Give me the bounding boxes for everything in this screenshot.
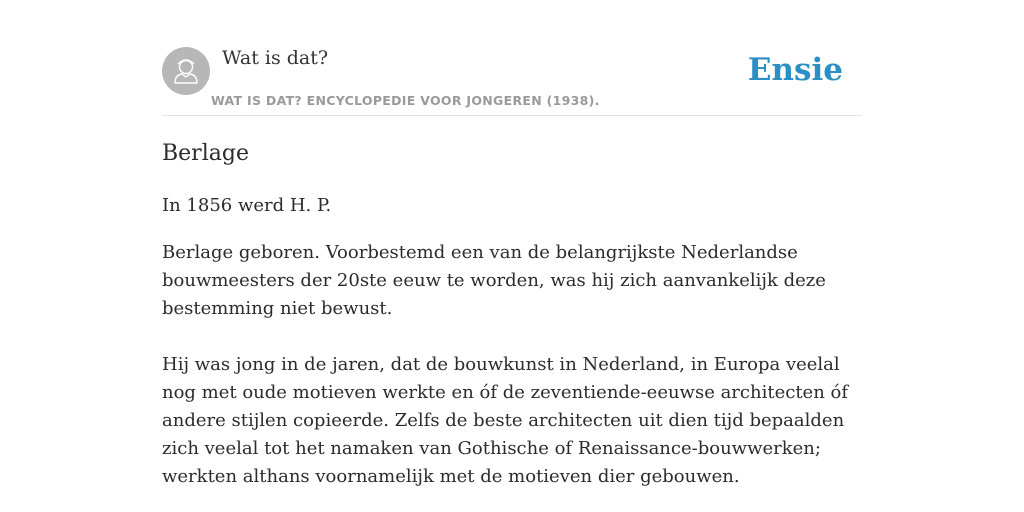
article-paragraph: In 1856 werd H. P. <box>162 195 332 216</box>
user-avatar-icon[interactable] <box>162 47 210 95</box>
article-paragraph: Berlage geboren. Voorbestemd een van de belangrijkste Nederlandse bouwmeesters der 20ste eeuw te worden, was hij zich aanvankelijk deze bestemming niet bewust. <box>162 242 826 319</box>
article-paragraph: Hij was jong in de jaren, dat de bouwkunst in Nederland, in Europa veelal nog met oude motieven werkte en óf de zeventiende-eeuwse architecten óf andere stijlen copieerde. Zelfs de beste architecten uit dien tijd bepaalden zich veelal tot het namaken van Gothische of Renaissance-bouwwerken; werkten althans voornamelijk met de motieven dier gebouwen. <box>162 354 849 487</box>
header-divider <box>162 115 862 116</box>
author-name-link[interactable]: Wat is dat? <box>222 47 329 69</box>
article-title: Berlage <box>162 141 249 166</box>
article-body <box>162 192 862 491</box>
person-outline-icon <box>162 47 210 95</box>
source-label: WAT IS DAT? ENCYCLOPEDIE VOOR JONGEREN (1938). <box>211 93 600 108</box>
ensie-logo[interactable]: Ensie <box>747 52 843 88</box>
